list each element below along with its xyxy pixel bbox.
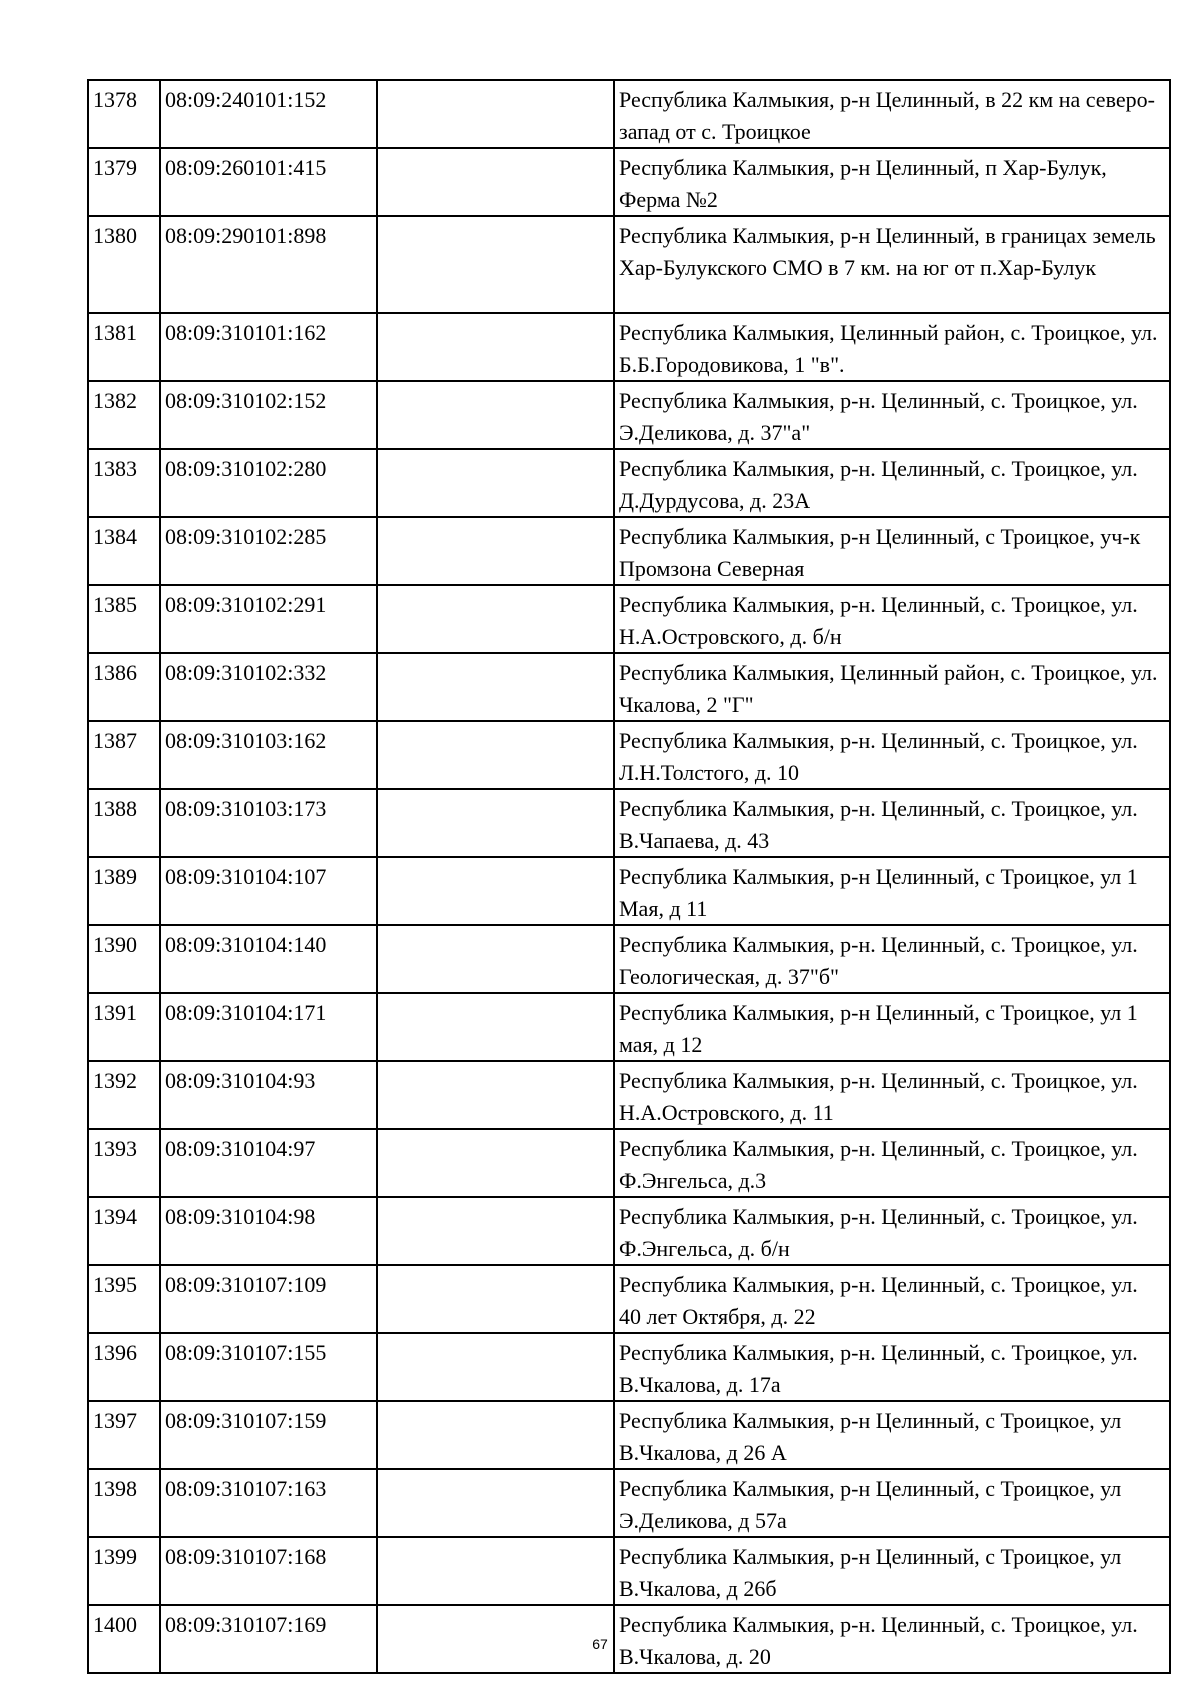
table-row xyxy=(88,80,1170,148)
row-number-cell: 1390 xyxy=(88,925,160,993)
land-registry-table xyxy=(87,79,1171,1674)
table-row xyxy=(88,857,1170,925)
row-number-cell: 1391 xyxy=(88,993,160,1061)
cadastral-number-cell: 08:09:310101:162 xyxy=(160,313,377,381)
address-cell: Республика Калмыкия, р-н Целинный, с Троицкое, уч-к Промзона Северная xyxy=(614,517,1170,585)
address-cell: Республика Калмыкия, р-н Целинный, с Троицкое, ул В.Чкалова, д 26 А xyxy=(614,1401,1170,1469)
cadastral-number-cell: 08:09:310104:93 xyxy=(160,1061,377,1129)
row-number-cell: 1384 xyxy=(88,517,160,585)
table-row xyxy=(88,925,1170,993)
table-row xyxy=(88,993,1170,1061)
empty-cell xyxy=(377,80,614,148)
cadastral-number-cell: 08:09:310102:332 xyxy=(160,653,377,721)
row-number-cell: 1380 xyxy=(88,216,160,313)
cadastral-number-cell: 08:09:260101:415 xyxy=(160,148,377,216)
row-number-cell: 1392 xyxy=(88,1061,160,1129)
empty-cell xyxy=(377,517,614,585)
page-number: 67 xyxy=(592,1636,608,1652)
address-cell: Республика Калмыкия, р-н Целинный, п Хар-Булук, Ферма №2 xyxy=(614,148,1170,216)
address-cell: Республика Калмыкия, р-н. Целинный, с. Троицкое, ул. Л.Н.Толстого, д. 10 xyxy=(614,721,1170,789)
table-row xyxy=(88,148,1170,216)
table-row xyxy=(88,1061,1170,1129)
row-number-cell: 1381 xyxy=(88,313,160,381)
empty-cell xyxy=(377,789,614,857)
empty-cell xyxy=(377,721,614,789)
table-row xyxy=(88,1537,1170,1605)
row-number-cell: 1399 xyxy=(88,1537,160,1605)
address-cell: Республика Калмыкия, р-н. Целинный, с. Троицкое, ул. Геологическая, д. 37"б" xyxy=(614,925,1170,993)
cadastral-number-cell: 08:09:310104:98 xyxy=(160,1197,377,1265)
table-row xyxy=(88,313,1170,381)
row-number-cell: 1378 xyxy=(88,80,160,148)
table-row xyxy=(88,585,1170,653)
address-cell: Республика Калмыкия, р-н. Целинный, с. Троицкое, ул. Ф.Энгельса, д. б/н xyxy=(614,1197,1170,1265)
address-cell: Республика Калмыкия, р-н Целинный, с Троицкое, ул В.Чкалова, д 26б xyxy=(614,1537,1170,1605)
table-row xyxy=(88,1469,1170,1537)
row-number-cell: 1388 xyxy=(88,789,160,857)
address-cell: Республика Калмыкия, р-н. Целинный, с. Троицкое, ул. В.Чапаева, д. 43 xyxy=(614,789,1170,857)
row-number-cell: 1382 xyxy=(88,381,160,449)
row-number-cell: 1396 xyxy=(88,1333,160,1401)
address-cell: Республика Калмыкия, р-н Целинный, с Троицкое, ул 1 мая, д 12 xyxy=(614,993,1170,1061)
row-number-cell: 1385 xyxy=(88,585,160,653)
cadastral-number-cell: 08:09:310102:285 xyxy=(160,517,377,585)
row-number-cell: 1400 xyxy=(88,1605,160,1673)
table-row xyxy=(88,381,1170,449)
empty-cell xyxy=(377,1469,614,1537)
row-number-cell: 1394 xyxy=(88,1197,160,1265)
table-row xyxy=(88,653,1170,721)
empty-cell xyxy=(377,381,614,449)
empty-cell xyxy=(377,1197,614,1265)
cadastral-number-cell: 08:09:310107:163 xyxy=(160,1469,377,1537)
empty-cell xyxy=(377,1129,614,1197)
table-row xyxy=(88,216,1170,313)
table-row xyxy=(88,1265,1170,1333)
address-cell: Республика Калмыкия, Целинный район, с. Троицкое, ул. Чкалова, 2 "Г" xyxy=(614,653,1170,721)
table-row xyxy=(88,1129,1170,1197)
cadastral-number-cell: 08:09:310104:140 xyxy=(160,925,377,993)
cadastral-number-cell: 08:09:310102:280 xyxy=(160,449,377,517)
row-number-cell: 1383 xyxy=(88,449,160,517)
address-cell: Республика Калмыкия, р-н Целинный, с Троицкое, ул Э.Деликова, д 57а xyxy=(614,1469,1170,1537)
empty-cell xyxy=(377,313,614,381)
cadastral-number-cell: 08:09:310103:162 xyxy=(160,721,377,789)
table-row xyxy=(88,517,1170,585)
address-cell: Республика Калмыкия, р-н. Целинный, с. Троицкое, ул. Н.А.Островского, д. 11 xyxy=(614,1061,1170,1129)
cadastral-number-cell: 08:09:310107:168 xyxy=(160,1537,377,1605)
cadastral-number-cell: 08:09:310102:291 xyxy=(160,585,377,653)
cadastral-number-cell: 08:09:310107:169 xyxy=(160,1605,377,1673)
cadastral-number-cell: 08:09:310104:107 xyxy=(160,857,377,925)
row-number-cell: 1386 xyxy=(88,653,160,721)
table-row xyxy=(88,1197,1170,1265)
address-cell: Республика Калмыкия, р-н. Целинный, с. Троицкое, ул. Д.Дурдусова, д. 23А xyxy=(614,449,1170,517)
row-number-cell: 1379 xyxy=(88,148,160,216)
cadastral-number-cell: 08:09:310104:97 xyxy=(160,1129,377,1197)
cadastral-number-cell: 08:09:310103:173 xyxy=(160,789,377,857)
row-number-cell: 1395 xyxy=(88,1265,160,1333)
row-number-cell: 1398 xyxy=(88,1469,160,1537)
empty-cell xyxy=(377,857,614,925)
empty-cell xyxy=(377,1265,614,1333)
empty-cell xyxy=(377,216,614,313)
empty-cell xyxy=(377,925,614,993)
row-number-cell: 1389 xyxy=(88,857,160,925)
address-cell: Республика Калмыкия, р-н Целинный, с Троицкое, ул 1 Мая, д 11 xyxy=(614,857,1170,925)
table-row xyxy=(88,789,1170,857)
address-cell: Республика Калмыкия, р-н. Целинный, с. Троицкое, ул. Э.Деликова, д. 37"а" xyxy=(614,381,1170,449)
empty-cell xyxy=(377,1537,614,1605)
cadastral-number-cell: 08:09:290101:898 xyxy=(160,216,377,313)
cadastral-number-cell: 08:09:240101:152 xyxy=(160,80,377,148)
address-cell: Республика Калмыкия, р-н Целинный, в 22 км на северо-запад от с. Троицкое xyxy=(614,80,1170,148)
empty-cell xyxy=(377,1061,614,1129)
empty-cell xyxy=(377,993,614,1061)
empty-cell xyxy=(377,449,614,517)
registry-table-body xyxy=(88,80,1170,1673)
cadastral-number-cell: 08:09:310102:152 xyxy=(160,381,377,449)
empty-cell xyxy=(377,653,614,721)
address-cell: Республика Калмыкия, р-н. Целинный, с. Троицкое, ул. В.Чкалова, д. 20 xyxy=(614,1605,1170,1673)
address-cell: Республика Калмыкия, Целинный район, с. Троицкое, ул. Б.Б.Городовикова, 1 "в". xyxy=(614,313,1170,381)
table-row xyxy=(88,449,1170,517)
empty-cell xyxy=(377,585,614,653)
empty-cell xyxy=(377,1401,614,1469)
table-row xyxy=(88,721,1170,789)
address-cell: Республика Калмыкия, р-н. Целинный, с. Троицкое, ул. В.Чкалова, д. 17а xyxy=(614,1333,1170,1401)
cadastral-number-cell: 08:09:310107:109 xyxy=(160,1265,377,1333)
table-row xyxy=(88,1401,1170,1469)
row-number-cell: 1397 xyxy=(88,1401,160,1469)
table-row xyxy=(88,1333,1170,1401)
empty-cell xyxy=(377,1333,614,1401)
row-number-cell: 1387 xyxy=(88,721,160,789)
cadastral-number-cell: 08:09:310104:171 xyxy=(160,993,377,1061)
address-cell: Республика Калмыкия, р-н. Целинный, с. Троицкое, ул. Ф.Энгельса, д.3 xyxy=(614,1129,1170,1197)
address-cell: Республика Калмыкия, р-н Целинный, в границах земель Хар-Булукского СМО в 7 км. на юг от п.Хар-Булук xyxy=(614,216,1170,313)
empty-cell xyxy=(377,148,614,216)
cadastral-number-cell: 08:09:310107:155 xyxy=(160,1333,377,1401)
row-number-cell: 1393 xyxy=(88,1129,160,1197)
address-cell: Республика Калмыкия, р-н. Целинный, с. Троицкое, ул. 40 лет Октября, д. 22 xyxy=(614,1265,1170,1333)
cadastral-number-cell: 08:09:310107:159 xyxy=(160,1401,377,1469)
address-cell: Республика Калмыкия, р-н. Целинный, с. Троицкое, ул. Н.А.Островского, д. б/н xyxy=(614,585,1170,653)
